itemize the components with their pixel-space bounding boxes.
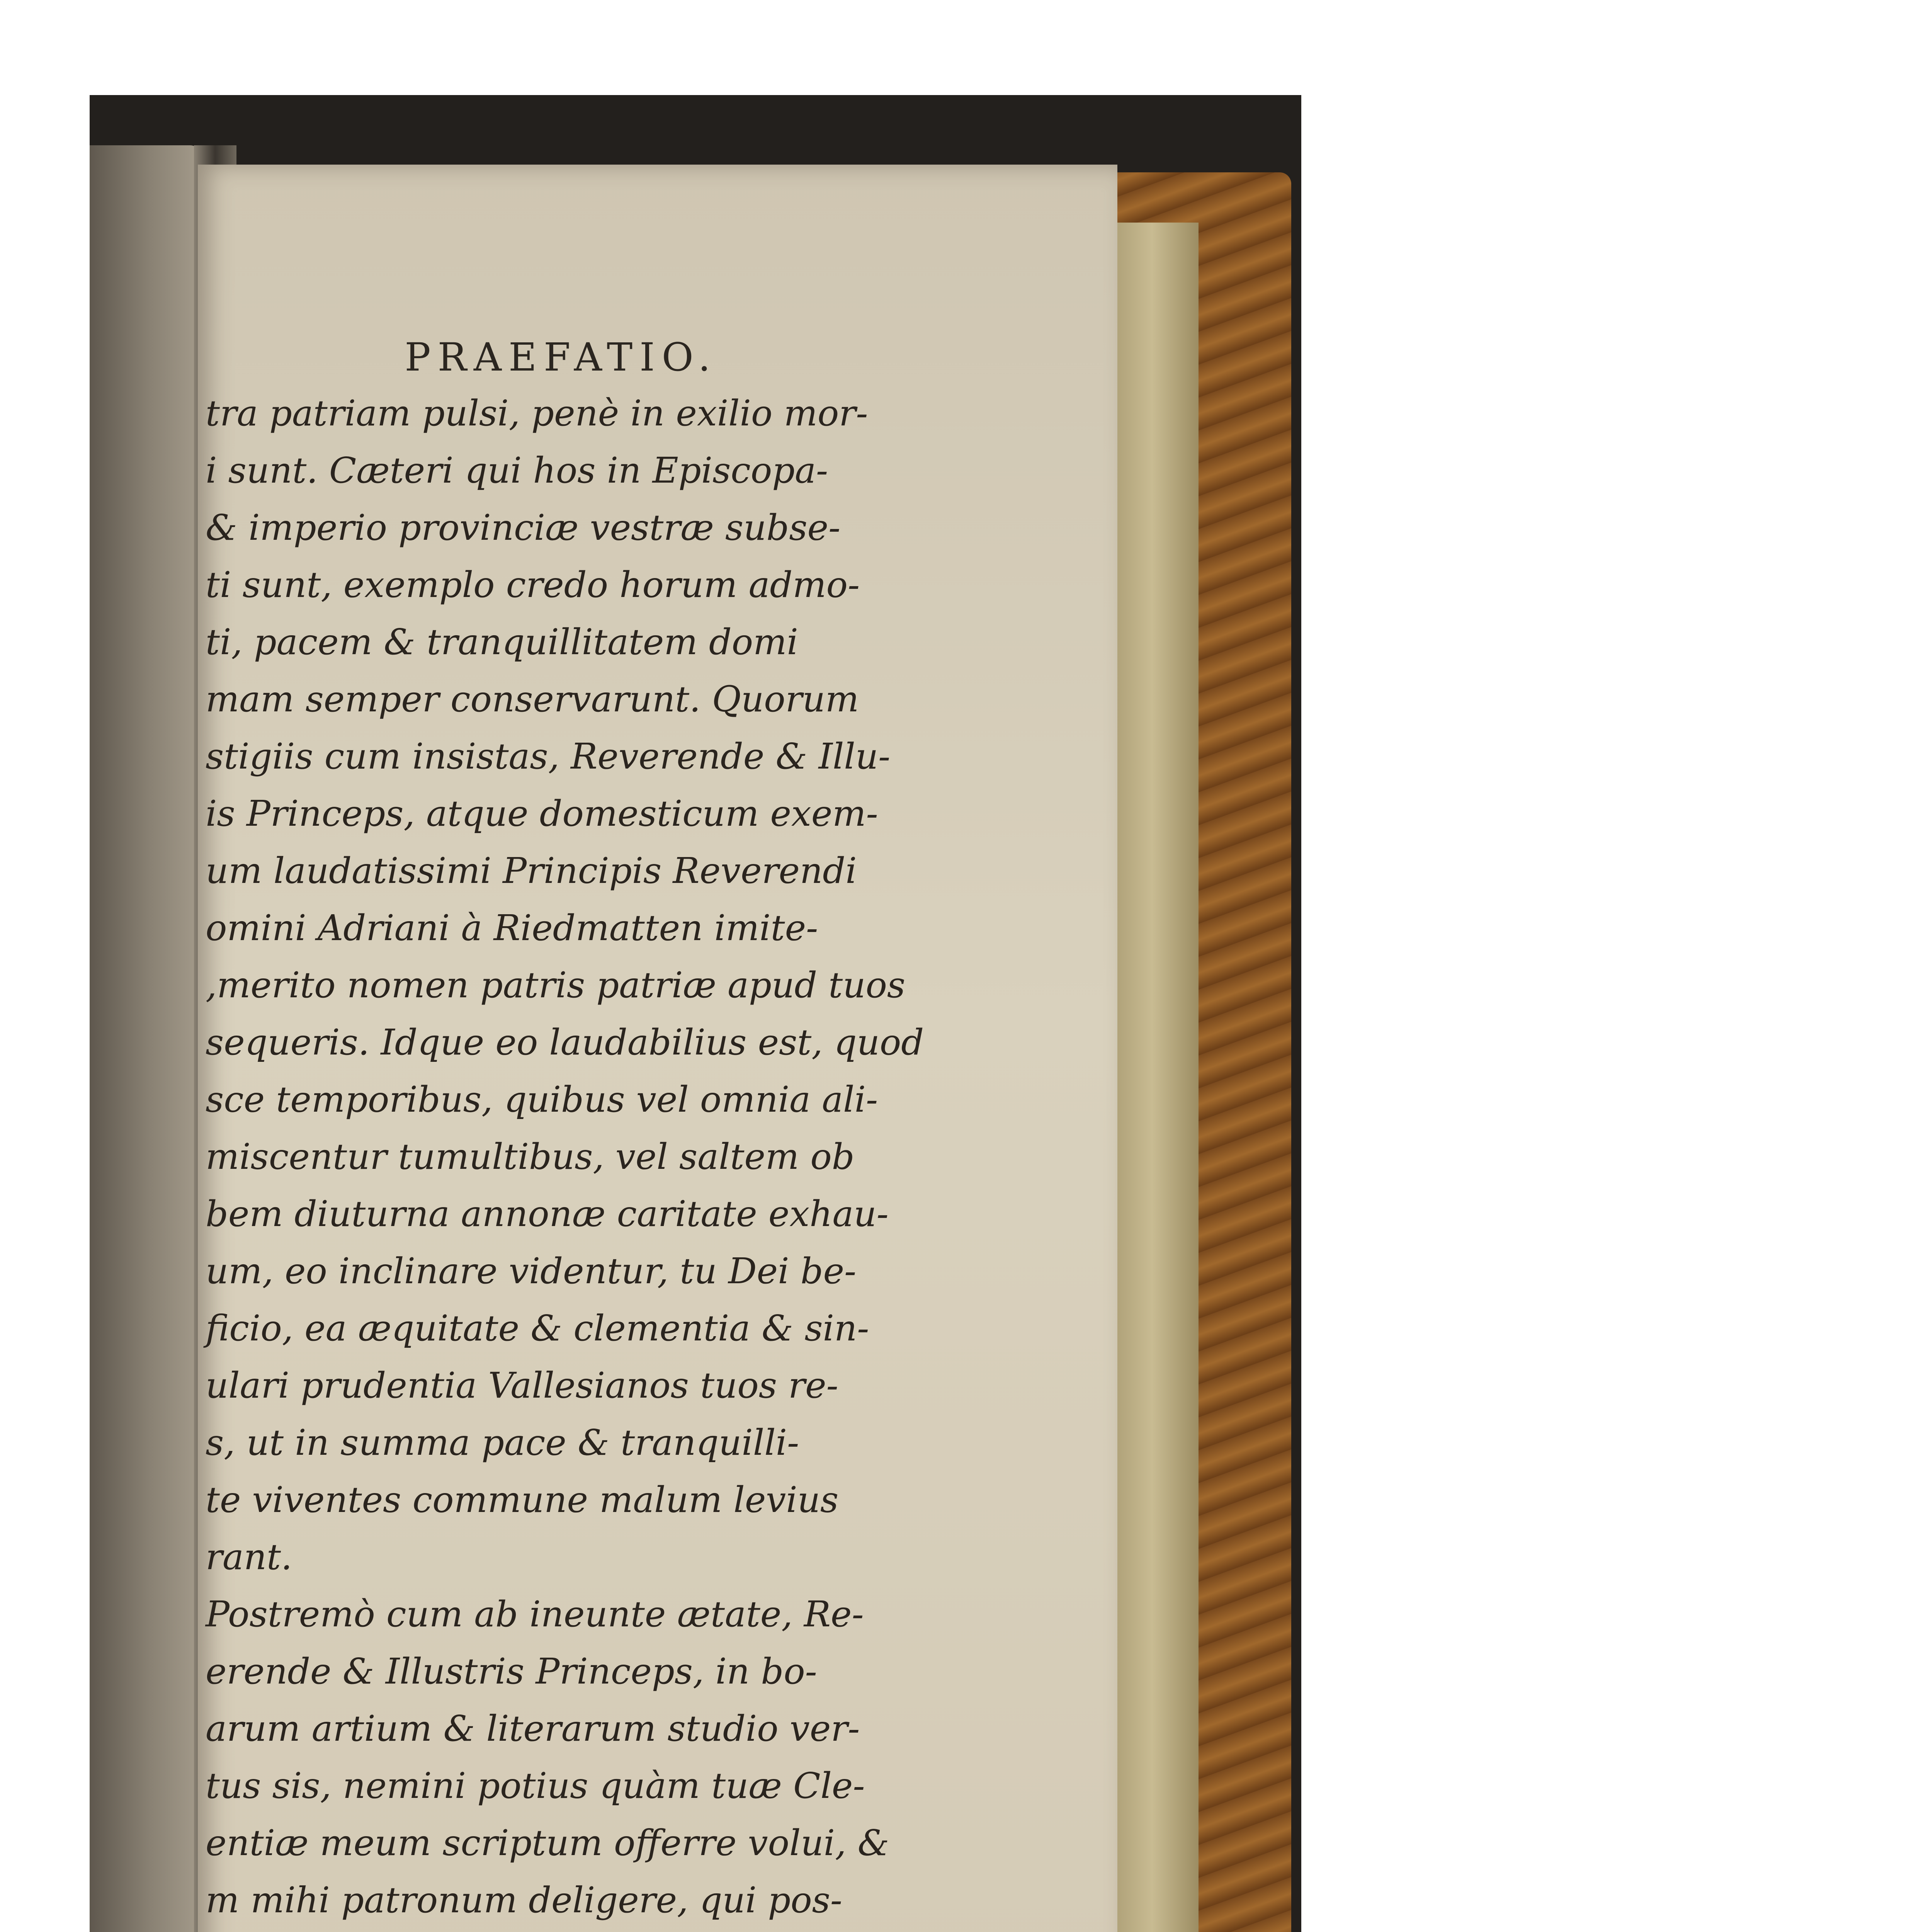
page-text	[206, 385, 1083, 1932]
text-line: tus sis, nemini potius quàm tuæ Cle-	[206, 1765, 865, 1806]
text-line	[206, 1929, 1083, 1932]
text-line: ti, pacem & tranquillitatem domi	[206, 621, 798, 663]
text-line: um laudatissimi Principis Reverendi	[206, 850, 857, 891]
text-line: rant.	[206, 1536, 292, 1578]
text-line: um, eo inclinare videntur, tu Dei be-	[206, 1250, 857, 1292]
text-line: i sunt. Cæteri qui hos in Episcopa-	[206, 450, 828, 491]
book-page	[198, 165, 1117, 1932]
text-line: s, ut in summa pace & tranquilli-	[206, 1422, 799, 1463]
text-line: sequeris. Idque eo laudabilius est, quod	[206, 1022, 924, 1063]
text-line: ,merito nomen patris patriæ apud tuos	[206, 964, 906, 1006]
facing-page-edge	[90, 145, 202, 1932]
text-line: mam semper conservarunt. Quorum	[206, 679, 859, 720]
text-line: ulari prudentia Vallesianos tuos re-	[206, 1365, 838, 1406]
text-line: te viventes commune malum levius	[206, 1479, 839, 1520]
text-line: omini Adriani à Riedmatten imite-	[206, 907, 818, 949]
text-line: & imperio provinciæ vestræ subse-	[206, 507, 841, 548]
text-line: entiæ meum scriptum offerre volui, &	[206, 1822, 889, 1864]
text-line: is Princeps, atque domesticum exem-	[206, 793, 878, 834]
text-line: bem diuturna annonæ caritate exhau-	[206, 1193, 889, 1235]
text-line: erende & Illustris Princeps, in bo-	[206, 1651, 817, 1692]
text-line: arum artium & literarum studio ver-	[206, 1708, 860, 1749]
text-line: Postremò cum ab ineunte ætate, Re-	[206, 1594, 864, 1635]
text-line: sce temporibus, quibus vel omnia ali-	[206, 1079, 878, 1120]
text-line: miscentur tumultibus, vel saltem ob	[206, 1136, 855, 1177]
gilt-fore-edge	[1106, 223, 1199, 1932]
running-head: PRAEFATIO.	[405, 335, 717, 380]
text-line: tra patriam pulsi, penè in exilio mor-	[206, 393, 868, 434]
text-line: stigiis cum insistas, Reverende & Illu-	[206, 736, 891, 777]
text-line: m mihi patronum deligere, qui pos-	[206, 1879, 842, 1921]
page-photograph	[90, 95, 1301, 1932]
text-line: ficio, ea æquitate & clementia & sin-	[206, 1308, 869, 1349]
text-line: ti sunt, exemplo credo horum admo-	[206, 564, 860, 605]
